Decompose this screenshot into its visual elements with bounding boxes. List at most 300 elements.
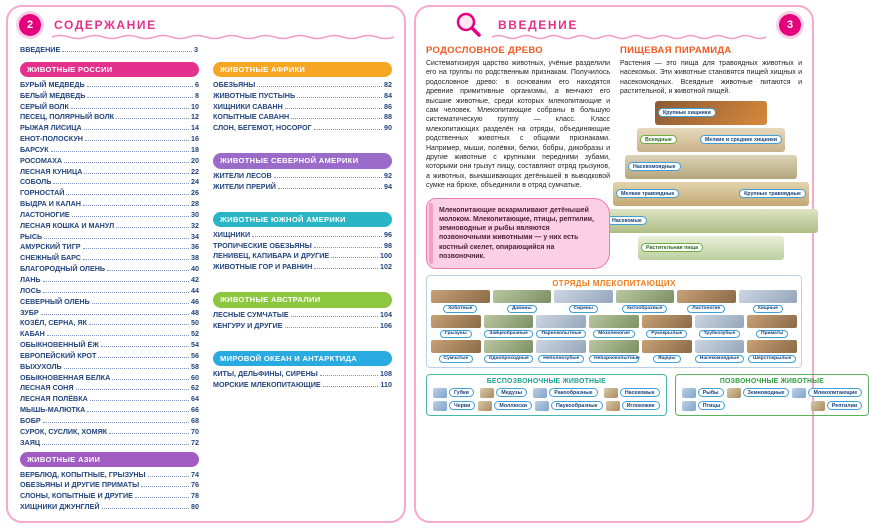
toc-item-label: ОБЕЗЬЯНЫ И ДРУГИЕ ПРИМАТЫ: [20, 480, 140, 490]
dotted-leader: [116, 227, 189, 228]
toc-item: [20, 145, 199, 156]
toc-column-1: [20, 59, 199, 513]
animal-photo: [695, 340, 745, 353]
toc-item: [213, 380, 392, 391]
invertebrates-title: БЕСПОЗВОНОЧНЫЕ ЖИВОТНЫЕ: [486, 377, 606, 385]
group-cell: [606, 401, 660, 411]
order-cell: [484, 315, 534, 338]
toc-item: [20, 80, 199, 91]
toc-item: [213, 369, 392, 380]
dotted-leader: [314, 247, 382, 248]
toc-item-label: КОЗЁЛ, СЕРНА, ЯК: [20, 318, 88, 328]
toc-item: [213, 230, 392, 241]
toc-item-label: ЕНОТ-ПОЛОСКУН: [20, 134, 83, 144]
dotted-leader: [112, 379, 189, 380]
toc-item: [20, 405, 199, 416]
toc-item: [213, 182, 392, 193]
order-label: Сирены: [569, 305, 598, 313]
toc-item-page: 3: [194, 45, 198, 54]
order-cell: [695, 315, 745, 338]
order-cell: [695, 340, 745, 363]
dotted-leader: [62, 51, 192, 52]
introduction-body: [416, 41, 858, 422]
group-cell: [533, 388, 597, 398]
toc-item-label: ЗУБР: [20, 307, 39, 317]
toc-item-label: ЖИТЕЛИ ЛЕСОВ: [213, 171, 272, 181]
toc-item: [20, 394, 199, 405]
toc-item: [213, 123, 392, 134]
order-label: Мозоленогие: [593, 330, 635, 338]
toc-item: [20, 351, 199, 362]
toc-item-page: 22: [191, 166, 199, 176]
group-label: Иглокожие: [622, 401, 660, 410]
pyramid-level: [637, 128, 785, 152]
animal-photo: [792, 388, 806, 398]
dotted-leader: [43, 281, 189, 282]
toc-item: [20, 383, 199, 394]
toc-item-label: БОБР: [20, 415, 41, 425]
animal-photo: [589, 315, 639, 328]
toc-item: [213, 171, 392, 182]
toc-item-page: 94: [384, 181, 392, 191]
pyramid-chip: Крупные хищники: [658, 108, 716, 117]
group-cell: [682, 388, 724, 398]
toc-item-label: ВВЕДЕНИЕ: [20, 45, 61, 54]
family-tree-column: [426, 45, 610, 269]
toc-item: [20, 297, 199, 308]
order-cell: [431, 340, 481, 363]
toc-section: [20, 62, 199, 449]
toc-item-page: 86: [384, 101, 392, 111]
animal-photo: [480, 388, 494, 398]
group-cell: [792, 388, 862, 398]
toc-section: [20, 452, 199, 513]
toc-item-label: ОБЫКНОВЕННЫЙ ЁЖ: [20, 340, 99, 350]
toc-item-page: 80: [191, 502, 199, 512]
toc-item: [20, 416, 199, 427]
toc-item-page: 50: [191, 318, 199, 328]
introduction-header: [416, 7, 812, 41]
dotted-leader: [109, 433, 189, 434]
toc-item: [20, 242, 199, 253]
order-cell: [431, 315, 481, 338]
toc-item-label: БУРЫЙ МЕДВЕДЬ: [20, 79, 85, 89]
animal-groups-row: [426, 374, 858, 416]
dotted-leader: [320, 375, 378, 376]
dotted-leader: [278, 188, 382, 189]
pyramid-level: [655, 101, 767, 125]
contents-title: СОДЕРЖАНИЕ: [54, 18, 157, 32]
animal-photo: [433, 401, 447, 411]
toc-item-label: СОБОЛЬ: [20, 177, 52, 187]
group-row: [682, 401, 862, 411]
toc-item-label: ЕВРОПЕЙСКИЙ КРОТ: [20, 350, 97, 360]
animal-photo: [484, 340, 534, 353]
toc-item: [213, 241, 392, 252]
group-cell: [811, 401, 862, 411]
toc-item-label: СЛОН, БЕГЕМОТ, НОСОРОГ: [213, 123, 312, 133]
toc-item-page: 24: [191, 177, 199, 187]
animal-photo: [677, 290, 736, 303]
order-label: Неполнозубые: [538, 355, 584, 363]
toc-item-label: РЫЖАЯ ЛИСИЦА: [20, 123, 82, 133]
wavy-divider: [52, 34, 394, 40]
toc-section-header: ЖИВОТНЫЕ АЗИИ: [20, 452, 199, 467]
toc-item: [20, 373, 199, 384]
order-cell: [589, 315, 639, 338]
animal-photo: [433, 388, 447, 398]
toc-item-page: 110: [380, 379, 392, 389]
toc-item-page: 90: [384, 123, 392, 133]
toc-item-page: 40: [191, 264, 199, 274]
order-cell: [642, 340, 692, 363]
order-label: Зайцеобразные: [484, 330, 533, 338]
group-label: Медузы: [496, 388, 527, 397]
toc-item-page: 72: [191, 437, 199, 447]
vertebrates-title: ПОЗВОНОЧНЫЕ ЖИВОТНЫЕ: [719, 377, 824, 385]
toc-item-page: 104: [380, 310, 392, 320]
toc-item-label: ОБЕЗЬЯНЫ: [213, 79, 256, 89]
toc-item-page: 8: [195, 90, 199, 100]
order-label: Непарнокопытные: [589, 355, 639, 363]
toc-item-page: 74: [191, 469, 199, 479]
toc-item-page: 84: [384, 90, 392, 100]
mammal-orders-box: [426, 275, 802, 368]
dotted-leader: [87, 86, 193, 87]
toc-item-label: ЛОСЬ: [20, 285, 41, 295]
toc-item-page: 106: [380, 320, 392, 330]
toc-item: [20, 167, 199, 178]
dotted-leader: [43, 422, 189, 423]
mammal-orders-title: ОТРЯДЫ МЛЕКОПИТАЮЩИХ: [552, 278, 676, 288]
toc-item: [20, 232, 199, 243]
toc-item-page: 18: [191, 144, 199, 154]
toc-item-page: 36: [191, 242, 199, 252]
group-label: Земноводные: [743, 388, 790, 397]
toc-columns: [20, 59, 392, 513]
toc-item-page: 6: [195, 79, 199, 89]
toc-item: [20, 286, 199, 297]
toc-item: [20, 102, 199, 113]
toc-item: [20, 470, 199, 481]
toc-item-label: ВЕРБЛЮД, КОПЫТНЫЕ, ГРЫЗУНЫ: [20, 469, 146, 479]
toc-item-label: АМУРСКИЙ ТИГР: [20, 242, 81, 252]
animal-photo: [431, 315, 481, 328]
dotted-leader: [92, 303, 189, 304]
toc-item-page: 32: [191, 220, 199, 230]
dotted-leader: [66, 194, 189, 195]
order-cell: [554, 290, 613, 313]
order-cell: [536, 340, 586, 363]
animal-photo: [811, 401, 825, 411]
toc-item-label: РЫСЬ: [20, 231, 43, 241]
dotted-leader: [83, 259, 189, 260]
dotted-leader: [274, 177, 382, 178]
food-pyramid-diagram: [612, 101, 802, 260]
toc-item-page: 98: [384, 240, 392, 250]
animal-photo: [484, 315, 534, 328]
pyramid-chip: Насекомоядные: [628, 162, 681, 171]
toc-item-page: 44: [191, 285, 199, 295]
toc-item: [213, 310, 392, 321]
order-label: Китообразные: [622, 305, 667, 313]
toc-item-label: ТРОПИЧЕСКИЕ ОБЕЗЬЯНЫ: [213, 240, 312, 250]
pyramid-level: [625, 155, 797, 179]
toc-item: [213, 321, 392, 332]
pyramid-chip: Крупные травоядные: [739, 189, 806, 198]
orders-row: [431, 290, 797, 313]
toc-item-label: БЕЛЫЙ МЕДВЕДЬ: [20, 90, 86, 100]
animal-photo: [431, 340, 481, 353]
order-label: Шерстокрылые: [748, 355, 796, 363]
dotted-leader: [42, 444, 189, 445]
toc-item-page: 82: [384, 79, 392, 89]
toc-item-page: 58: [191, 361, 199, 371]
toc-item-label: ЛЕСНЫЕ СУМЧАТЫЕ: [213, 310, 289, 320]
toc-item-page: 62: [191, 383, 199, 393]
toc-item: [20, 210, 199, 221]
animal-photo: [739, 290, 798, 303]
dotted-leader: [148, 476, 189, 477]
dotted-leader: [297, 97, 382, 98]
toc-item-page: 34: [191, 231, 199, 241]
group-label: Птицы: [698, 401, 725, 410]
animal-photo: [695, 315, 745, 328]
order-label: Ластоногие: [687, 305, 725, 313]
group-label: Паукообразные: [551, 401, 603, 410]
dotted-leader: [90, 400, 189, 401]
order-label: Парнокопытные: [536, 330, 586, 338]
dotted-leader: [102, 508, 189, 509]
animal-photo: [533, 388, 547, 398]
toc-item-label: КИТЫ, ДЕЛЬФИНЫ, СИРЕНЫ: [213, 368, 318, 378]
toc-item-label: КАБАН: [20, 329, 45, 339]
dotted-leader: [51, 151, 189, 152]
dotted-leader: [285, 327, 378, 328]
pyramid-level: [604, 209, 818, 233]
dotted-leader: [84, 173, 189, 174]
callout-box: Млекопитающие вскармливают детёнышей молоком. Млекопитающие, птицы, рептилии, земноводные и рыбы являются позвоночными животными — у них есть костный скелет, опирающийся на позвоночник.: [426, 198, 610, 269]
toc-item-label: МЫШЬ-МАЛЮТКА: [20, 405, 86, 415]
toc-item-label: ЛЕСНАЯ КОШКА И МАНУЛ: [20, 220, 115, 230]
order-label: Трубкозубые: [699, 330, 741, 338]
group-label: Рыбы: [698, 388, 724, 397]
orders-row: [431, 315, 797, 338]
dotted-leader: [285, 108, 382, 109]
toc-item-label: СЕРЫЙ ВОЛК: [20, 101, 69, 111]
dotted-leader: [87, 97, 193, 98]
dotted-leader: [64, 368, 189, 369]
pyramid-chip: Насекомые: [607, 216, 647, 225]
dotted-leader: [83, 248, 189, 249]
animal-photo: [642, 340, 692, 353]
animal-photo: [554, 290, 613, 303]
toc-item-page: 66: [191, 405, 199, 415]
contents-header: [8, 7, 404, 41]
pyramid-chip: Растительная пища: [641, 243, 703, 252]
group-label: Моллюски: [494, 401, 532, 410]
toc-item-label: ЛЕСНАЯ КУНИЦА: [20, 166, 83, 176]
toc-item: [20, 156, 199, 167]
dotted-leader: [47, 335, 189, 336]
dotted-leader: [98, 357, 189, 358]
toc-item-page: 92: [384, 171, 392, 181]
toc-item-intro: [20, 45, 198, 56]
dotted-leader: [85, 140, 189, 141]
dotted-leader: [135, 497, 189, 498]
order-cell: [536, 315, 586, 338]
toc-item-page: 42: [191, 275, 199, 285]
toc-item: [213, 262, 392, 273]
toc-item: [213, 91, 392, 102]
toc-item-label: КОПЫТНЫЕ САВАНН: [213, 112, 290, 122]
order-cell: [589, 340, 639, 363]
order-cell: [747, 315, 797, 338]
group-label: Рептилии: [827, 401, 862, 410]
toc-item: [213, 102, 392, 113]
toc-item-page: 28: [191, 199, 199, 209]
wavy-divider: [492, 34, 766, 40]
dotted-leader: [257, 86, 382, 87]
toc-item: [20, 134, 199, 145]
toc-item-page: 20: [191, 155, 199, 165]
toc-item: [20, 177, 199, 188]
order-cell: [431, 290, 490, 313]
animal-photo: [493, 290, 552, 303]
toc-item-label: ЛЕСНАЯ ПОЛЁВКА: [20, 394, 88, 404]
group-cell: [604, 388, 660, 398]
group-cell: [727, 388, 790, 398]
group-cell: [433, 401, 475, 411]
magnifier-icon: [454, 11, 484, 44]
dotted-leader: [323, 386, 379, 387]
group-label: Губки: [449, 388, 474, 397]
toc-item-page: 30: [191, 209, 199, 219]
toc-item: [20, 427, 199, 438]
toc-item: [20, 329, 199, 340]
family-tree-text: Систематизируя царство животных, учёные разделили его на группы по родственным признакам. Получилось родословное древо: в основании его находятся древние примитивные организмы, а венчают его высшие животные, среди которых млекопитающие и сам человек. Млекопитающие собраны в большую систематическую группу — класс. Класс млекопитающих разделён на отряды, объединяющие родственных животных с общими признаками. Например, мыши, полёвки, белки, бобры, дикобразы и другие животные с крупными передними зубами, которыми они грызут пищу, составляют отряд грызунов, а животных, вынашивающих детёнышей в выводковой сумке на брюхе, объединили в отряд сумчатые.: [426, 60, 610, 190]
toc-item-label: ВЫХУХОЛЬ: [20, 361, 62, 371]
group-cell: [535, 401, 603, 411]
animal-photo: [616, 290, 675, 303]
toc-item-label: БЛАГОРОДНЫЙ ОЛЕНЬ: [20, 264, 106, 274]
toc-item-label: ЖИТЕЛИ ПРЕРИЙ: [213, 181, 276, 191]
pyramid-chip: Мелкие травоядные: [616, 189, 679, 198]
toc-item-page: 60: [191, 372, 199, 382]
toc-item: [20, 275, 199, 286]
toc-item-page: 12: [191, 112, 199, 122]
order-label: Хищные: [753, 305, 783, 313]
order-cell: [747, 340, 797, 363]
animal-photo: [536, 340, 586, 353]
introduction-page: [414, 5, 858, 523]
toc-section-header: ЖИВОТНЫЕ ЮЖНОЙ АМЕРИКИ: [213, 212, 392, 227]
toc-section-header: ЖИВОТНЫЕ АФРИКИ: [213, 62, 392, 77]
toc-item-page: 108: [380, 368, 392, 378]
group-label: Млекопитающие: [808, 388, 862, 397]
toc-item-page: 56: [191, 350, 199, 360]
toc-item: [20, 112, 199, 123]
group-cell: [433, 388, 474, 398]
dotted-leader: [84, 129, 189, 130]
toc-item-label: СЕВЕРНЫЙ ОЛЕНЬ: [20, 296, 90, 306]
dotted-leader: [87, 411, 189, 412]
toc-item-page: 54: [191, 340, 199, 350]
toc-item-label: ЛАНЬ: [20, 275, 41, 285]
toc-section: [213, 62, 392, 134]
toc-item-label: БАРСУК: [20, 144, 49, 154]
toc-item-page: 14: [191, 123, 199, 133]
dotted-leader: [53, 183, 189, 184]
order-label: Сумчатые: [439, 355, 474, 363]
toc-item-label: СЛОНЫ, КОПЫТНЫЕ И ДРУГИЕ: [20, 491, 133, 501]
pyramid-level: [613, 182, 809, 206]
toc-item: [213, 251, 392, 262]
toc-item: [20, 123, 199, 134]
group-label: Черви: [449, 401, 475, 410]
page-number-badge: 3: [779, 14, 801, 36]
toc-item: [20, 91, 199, 102]
page-number-badge: 2: [19, 14, 41, 36]
dotted-leader: [43, 292, 189, 293]
animal-photo: [606, 401, 620, 411]
toc-item: [213, 80, 392, 91]
toc-item: [20, 221, 199, 232]
toc-item: [20, 480, 199, 491]
toc-item: [20, 188, 199, 199]
dotted-leader: [76, 389, 189, 390]
group-row: [682, 388, 862, 398]
group-row: [433, 388, 660, 398]
dotted-leader: [314, 129, 382, 130]
toc-item-page: 78: [191, 491, 199, 501]
toc-item-page: 68: [191, 415, 199, 425]
toc-column-2: [213, 59, 392, 513]
order-cell: [484, 340, 534, 363]
toc-item-label: ХИЩНИКИ: [213, 229, 251, 239]
toc-item-label: ЖИВОТНЫЕ ГОР И РАВНИН: [213, 262, 313, 272]
toc-item-label: ГОРНОСТАЙ: [20, 188, 65, 198]
toc-item-label: СУРОК, СУСЛИК, ХОМЯК: [20, 426, 108, 436]
toc-item: [20, 199, 199, 210]
food-pyramid-heading: ПИЩЕВАЯ ПИРАМИДА: [620, 45, 732, 56]
invertebrates-box: [426, 374, 667, 416]
dotted-leader: [314, 268, 378, 269]
dotted-leader: [44, 238, 189, 239]
food-pyramid-text: Растения — это пища для травоядных животных и насекомых. Эти животные становятся пищей хищных и насекомоядных. Всеядные животные питаются и растительной, и животной пищей.: [620, 60, 802, 96]
toc-item: [20, 438, 199, 449]
toc-item-label: МОРСКИЕ МЛЕКОПИТАЮЩИЕ: [213, 379, 321, 389]
dotted-leader: [141, 486, 189, 487]
toc-item-page: 70: [191, 426, 199, 436]
toc-item-label: ХИЩНИКИ ДЖУНГЛЕЙ: [20, 502, 100, 512]
dotted-leader: [83, 205, 189, 206]
dotted-leader: [72, 216, 189, 217]
order-label: Хоботные: [443, 305, 477, 313]
vertebrates-box: [675, 374, 869, 416]
pyramid-level: [638, 236, 784, 260]
toc-item-page: 26: [191, 188, 199, 198]
group-label: Ракообразные: [549, 388, 597, 397]
toc-item-label: ЛАСТОНОГИЕ: [20, 209, 70, 219]
dotted-leader: [89, 324, 189, 325]
toc-item-page: 38: [191, 253, 199, 263]
toc-item-label: РОСОМАХА: [20, 155, 63, 165]
toc-item: [20, 362, 199, 373]
toc-item-label: ЖИВОТНЫЕ ПУСТЫНЬ: [213, 90, 296, 100]
order-label: Однопроходные: [484, 355, 534, 363]
dotted-leader: [252, 236, 382, 237]
